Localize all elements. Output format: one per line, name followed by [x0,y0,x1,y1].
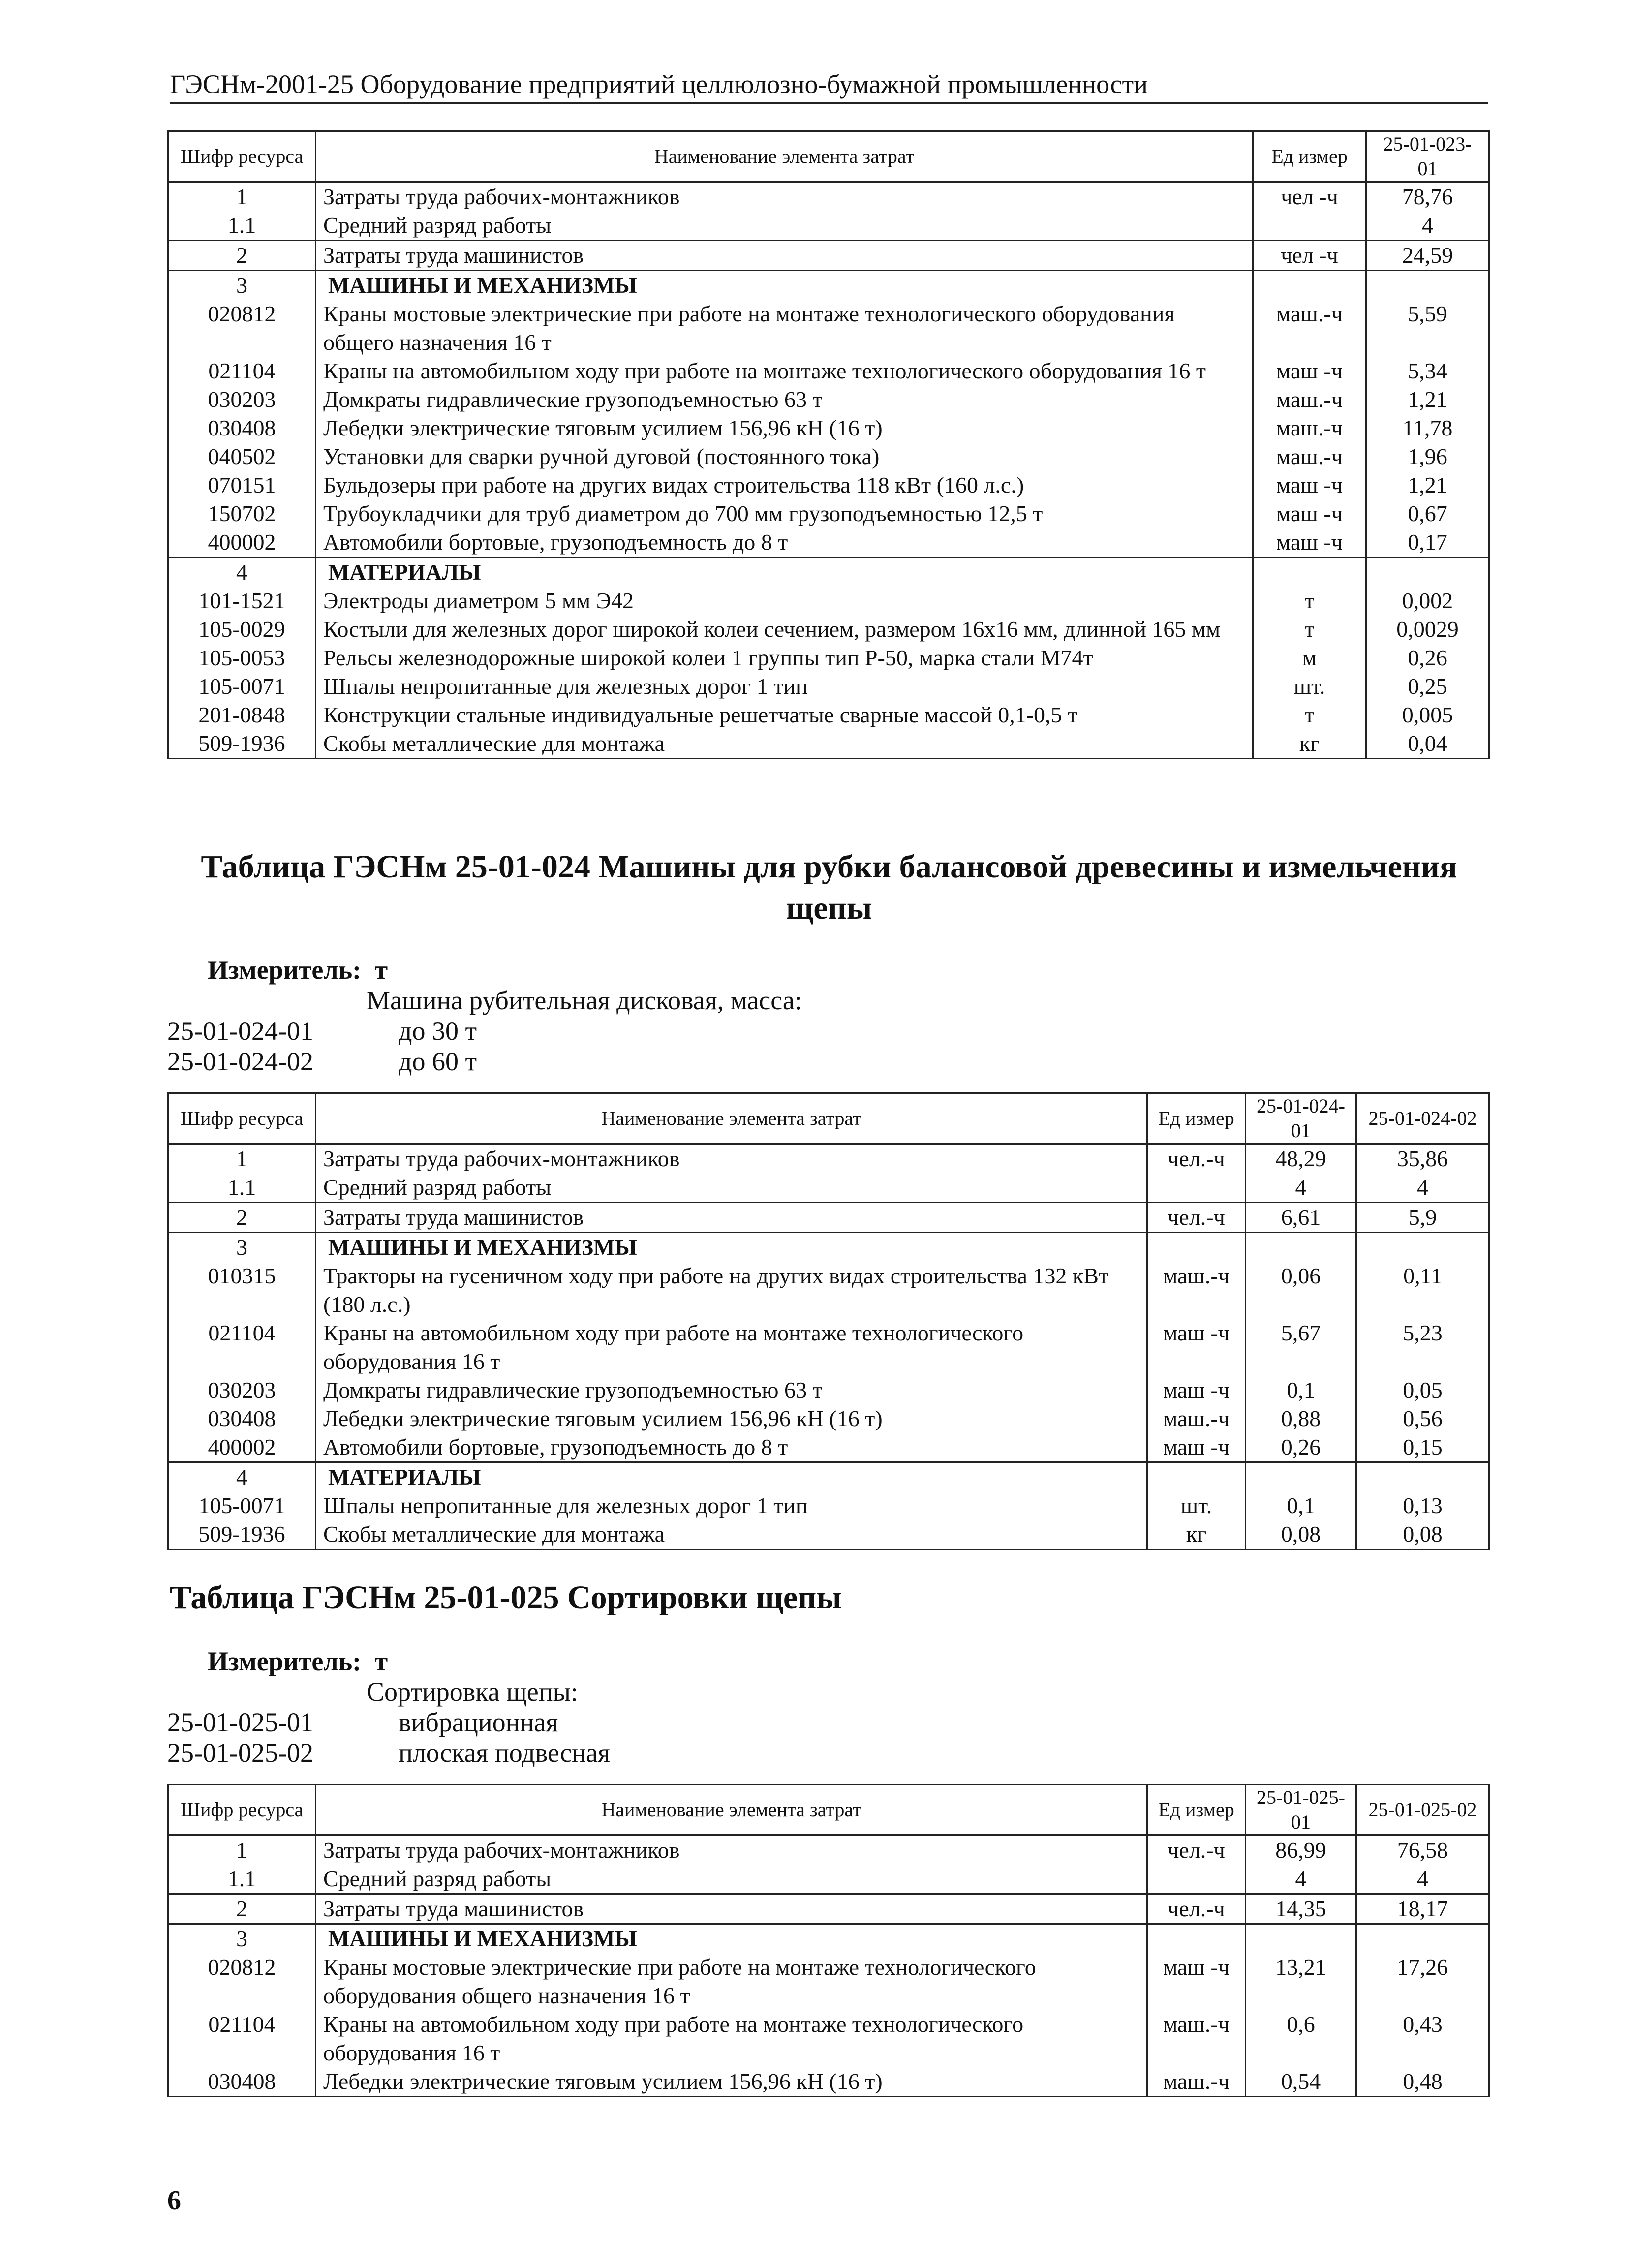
resource-value: 1,96 [1366,442,1489,471]
resource-name: Затраты труда машинистов [316,241,1253,271]
resource-code: 1 [168,1144,316,1174]
measure-subtitle-025: Сортировка щепы: [367,1677,578,1707]
resource-value: 0,67 [1366,499,1489,528]
table-row [168,528,1489,558]
resource-name: Автомобили бортовые, грузоподъемность до 8 т [316,528,1253,558]
resource-unit: чел -ч [1253,241,1366,271]
resource-code: 1.1 [168,1173,316,1203]
resource-value: 35,86 [1356,1144,1489,1174]
resource-table-025 [167,1784,1490,2097]
resource-value [1246,1924,1356,1954]
resource-value: 0,002 [1366,587,1489,615]
resource-unit: т [1253,587,1366,615]
resource-table-023 [167,130,1490,759]
resource-code: 2 [168,241,316,271]
resource-unit: маш.-ч [1147,1404,1246,1433]
resource-value [1356,1233,1489,1262]
resource-value [1366,271,1489,300]
resource-unit: чел.-ч [1147,1835,1246,1865]
resource-code: 509-1936 [168,1520,316,1550]
resource-name: Установки для сварки ручной дуговой (постоянного тока) [316,442,1253,471]
resource-value: 0,06 [1246,1262,1356,1319]
resource-unit: маш -ч [1253,499,1366,528]
header-name: Наименование элемента затрат [316,1785,1147,1835]
table-row [168,2010,1489,2067]
resource-unit [1147,1173,1246,1203]
resource-value: 0,43 [1356,2010,1489,2067]
table-row [168,1233,1489,1262]
resource-name: Затраты труда рабочих-монтажников [316,1835,1147,1865]
resource-unit: чел.-ч [1147,1203,1246,1233]
table-row [168,1262,1489,1319]
resource-name: Бульдозеры при работе на других видах строительства 118 кВт (160 л.с.) [316,471,1253,499]
table-row [168,300,1489,357]
resource-name: Затраты труда рабочих-монтажников [316,1144,1147,1174]
table-row [168,442,1489,471]
resource-code: 101-1521 [168,587,316,615]
measure-subtitle-024: Машина рубительная дисковая, масса: [367,986,802,1015]
table-row [168,499,1489,528]
table-header-row [168,1785,1489,1835]
resource-name: Краны мостовые электрические при работе на монтаже технологического оборудования общего назначения 16 т [316,1953,1147,2010]
table-row [168,471,1489,499]
table-row [168,1491,1489,1520]
table-row [168,1203,1489,1233]
resource-unit: маш -ч [1147,1319,1246,1376]
table-row [168,1433,1489,1462]
table-row [168,644,1489,672]
resource-value: 4 [1366,211,1489,241]
resource-unit: маш -ч [1147,1953,1246,2010]
resource-value: 78,76 [1366,182,1489,212]
table-row [168,615,1489,644]
resource-name: Электроды диаметром 5 мм Э42 [316,587,1253,615]
resource-code: 040502 [168,442,316,471]
resource-name: Лебедки электрические тяговым усилием 156,96 кН (16 т) [316,1404,1147,1433]
resource-code: 021104 [168,1319,316,1376]
resource-code: 105-0029 [168,615,316,644]
table-row [168,729,1489,759]
resource-value: 24,59 [1366,241,1489,271]
resource-name: Домкраты гидравлические грузоподъемностью 63 т [316,385,1253,414]
resource-code: 021104 [168,2010,316,2067]
resource-unit [1253,558,1366,587]
resource-value: 0,26 [1246,1433,1356,1462]
resource-value: 0,1 [1246,1491,1356,1520]
table-row [168,211,1489,241]
resource-value: 48,29 [1246,1144,1356,1174]
resource-value: 0,15 [1356,1433,1489,1462]
header-code: Шифр ресурса [168,1093,316,1144]
item-desc: вибрационная [399,1708,558,1737]
resource-name: Скобы металлические для монтажа [316,1520,1147,1550]
resource-value: 11,78 [1366,414,1489,442]
resource-value: 0,26 [1366,644,1489,672]
resource-unit: маш -ч [1147,1433,1246,1462]
resource-name: Лебедки электрические тяговым усилием 156,96 кН (16 т) [316,414,1253,442]
table-row [168,357,1489,385]
table-row [168,1894,1489,1924]
resource-name: Краны на автомобильном ходу при работе на монтаже технологического оборудования 16 т [316,2010,1147,2067]
item-code: 25-01-025-02 [167,1738,313,1768]
header-norm-code: 25-01-023-01 [1366,131,1489,182]
resource-unit: м [1253,644,1366,672]
resource-name: Затраты труда рабочих-монтажников [316,182,1253,212]
resource-value: 0,11 [1356,1262,1489,1319]
header-name: Наименование элемента затрат [316,131,1253,182]
table-row [168,1835,1489,1865]
resource-code: 3 [168,1924,316,1954]
resource-value: 0,005 [1366,701,1489,729]
resource-unit: кг [1253,729,1366,759]
resource-name: МАТЕРИАЛЫ [316,1462,1147,1492]
resource-unit: чел.-ч [1147,1144,1246,1174]
table-row [168,701,1489,729]
table-row [168,414,1489,442]
resource-value: 76,58 [1356,1835,1489,1865]
table-row [168,1520,1489,1550]
resource-code: 105-0071 [168,1491,316,1520]
resource-value: 4 [1246,1864,1356,1894]
resource-unit: чел.-ч [1147,1894,1246,1924]
table-header-row [168,131,1489,182]
resource-code: 509-1936 [168,729,316,759]
table-row [168,587,1489,615]
resource-unit [1253,211,1366,241]
resource-unit: маш -ч [1253,471,1366,499]
resource-value: 5,9 [1356,1203,1489,1233]
resource-value: 0,88 [1246,1404,1356,1433]
resource-name: Краны на автомобильном ходу при работе на монтаже технологического оборудования 16 т [316,1319,1147,1376]
header-norm-code: 25-01-024-02 [1356,1093,1489,1144]
item-desc: до 60 т [399,1047,477,1076]
resource-name: Средний разряд работы [316,211,1253,241]
measure-unit: т [374,955,388,985]
resource-name: Трубоукладчики для труб диаметром до 700 мм грузоподъемностью 12,5 т [316,499,1253,528]
resource-value: 1,21 [1366,471,1489,499]
resource-value: 0,13 [1356,1491,1489,1520]
resource-value: 4 [1356,1173,1489,1203]
resource-name: Скобы металлические для монтажа [316,729,1253,759]
resource-value [1246,1462,1356,1492]
resource-name: МАШИНЫ И МЕХАНИЗМЫ [316,1924,1147,1954]
resource-value: 0,25 [1366,672,1489,701]
resource-value: 0,48 [1356,2067,1489,2097]
resource-name: Шпалы непропитанные для железных дорог 1 тип [316,672,1253,701]
resource-value [1246,1233,1356,1262]
resource-value [1356,1924,1489,1954]
table-row [168,385,1489,414]
header-norm-code: 25-01-025-02 [1356,1785,1489,1835]
item-code: 25-01-025-01 [167,1708,313,1737]
table-row [168,558,1489,587]
measure-line-025 [208,1646,388,1677]
resource-value: 0,08 [1246,1520,1356,1550]
resource-code: 070151 [168,471,316,499]
table-row [168,1924,1489,1954]
resource-value: 5,67 [1246,1319,1356,1376]
resource-value: 17,26 [1356,1953,1489,2010]
resource-code: 1 [168,1835,316,1865]
resource-name: Шпалы непропитанные для железных дорог 1 тип [316,1491,1147,1520]
resource-code: 010315 [168,1262,316,1319]
resource-value: 0,54 [1246,2067,1356,2097]
resource-unit [1147,1462,1246,1492]
item-desc: до 30 т [399,1016,477,1046]
table-row [168,1376,1489,1404]
resource-code: 400002 [168,1433,316,1462]
table-row [168,271,1489,300]
resource-value: 0,17 [1366,528,1489,558]
page-number: 6 [167,2185,181,2216]
resource-code: 105-0071 [168,672,316,701]
resource-code: 2 [168,1894,316,1924]
resource-unit: маш.-ч [1253,300,1366,357]
resource-value: 86,99 [1246,1835,1356,1865]
table-title-025: Таблица ГЭСНм 25-01-025 Сортировки щепы [170,1580,842,1616]
resource-unit: маш.-ч [1147,1262,1246,1319]
resource-unit: т [1253,701,1366,729]
resource-code: 2 [168,1203,316,1233]
resource-code: 3 [168,271,316,300]
resource-unit: маш.-ч [1253,414,1366,442]
resource-name: Конструкции стальные индивидуальные решетчатые сварные массой 0,1-0,5 т [316,701,1253,729]
table-row [168,1953,1489,2010]
resource-unit [1253,271,1366,300]
resource-unit: маш.-ч [1147,2010,1246,2067]
resource-value: 4 [1356,1864,1489,1894]
header-code: Шифр ресурса [168,1785,316,1835]
table-title-024: Таблица ГЭСНм 25-01-024 Машины для рубки балансовой древесины и измельчения щепы [201,849,1457,926]
resource-code: 020812 [168,1953,316,2010]
table-row [168,1173,1489,1203]
resource-table-024 [167,1092,1490,1550]
resource-unit [1147,1924,1246,1954]
resource-name: Костыли для железных дорог широкой колеи сечением, размером 16х16 мм, длинной 165 мм [316,615,1253,644]
resource-name: МАШИНЫ И МЕХАНИЗМЫ [316,1233,1147,1262]
resource-unit: маш.-ч [1253,442,1366,471]
table-row [168,1144,1489,1174]
resource-code: 030408 [168,414,316,442]
resource-code: 400002 [168,528,316,558]
resource-name: Средний разряд работы [316,1864,1147,1894]
resource-code: 1.1 [168,211,316,241]
table-row [168,1462,1489,1492]
resource-name: Средний разряд работы [316,1173,1147,1203]
resource-unit: чел -ч [1253,182,1366,212]
table-row [168,241,1489,271]
resource-value [1356,1462,1489,1492]
resource-unit: маш.-ч [1147,2067,1246,2097]
resource-code: 030203 [168,1376,316,1404]
header-code: Шифр ресурса [168,131,316,182]
resource-value [1366,558,1489,587]
header-unit: Ед измер [1253,131,1366,182]
resource-name: МАТЕРИАЛЫ [316,558,1253,587]
resource-unit: маш -ч [1253,357,1366,385]
table-header-row [168,1093,1489,1144]
resource-value: 0,04 [1366,729,1489,759]
resource-code: 4 [168,558,316,587]
item-desc: плоская подвесная [399,1738,610,1768]
resource-unit: маш -ч [1253,528,1366,558]
resource-code: 020812 [168,300,316,357]
item-code: 25-01-024-02 [167,1047,313,1076]
resource-code: 105-0053 [168,644,316,672]
resource-code: 030203 [168,385,316,414]
resource-value: 18,17 [1356,1894,1489,1924]
resource-name: Рельсы железнодорожные широкой колеи 1 группы тип Р-50, марка стали М74т [316,644,1253,672]
resource-value: 0,56 [1356,1404,1489,1433]
resource-code: 4 [168,1462,316,1492]
resource-name: Тракторы на гусеничном ходу при работе на других видах строительства 132 кВт (180 л.с.) [316,1262,1147,1319]
resource-value: 5,34 [1366,357,1489,385]
running-header: ГЭСНм-2001-25 Оборудование предприятий целлюлозно-бумажной промышленности [170,69,1488,104]
header-name: Наименование элемента затрат [316,1093,1147,1144]
header-norm-code: 25-01-024-01 [1246,1093,1356,1144]
resource-code: 201-0848 [168,701,316,729]
resource-name: Лебедки электрические тяговым усилием 156,96 кН (16 т) [316,2067,1147,2097]
resource-unit [1147,1864,1246,1894]
resource-code: 1 [168,182,316,212]
table-row [168,182,1489,212]
resource-value: 13,21 [1246,1953,1356,2010]
resource-code: 021104 [168,357,316,385]
resource-value: 5,59 [1366,300,1489,357]
resource-name: Домкраты гидравлические грузоподъемностью 63 т [316,1376,1147,1404]
resource-unit: маш.-ч [1253,385,1366,414]
table-row [168,1404,1489,1433]
resource-name: МАШИНЫ И МЕХАНИЗМЫ [316,271,1253,300]
measure-label: Измеритель: [208,955,362,985]
resource-code: 150702 [168,499,316,528]
table-row [168,1319,1489,1376]
measure-line-024 [208,955,388,985]
resource-code: 1.1 [168,1864,316,1894]
resource-name: Затраты труда машинистов [316,1894,1147,1924]
resource-code: 3 [168,1233,316,1262]
resource-code: 030408 [168,1404,316,1433]
resource-name: Краны на автомобильном ходу при работе на монтаже технологического оборудования 16 т [316,357,1253,385]
table-row [168,2067,1489,2097]
resource-value: 4 [1246,1173,1356,1203]
measure-label: Измеритель: [208,1647,362,1676]
table-row [168,1864,1489,1894]
resource-unit: шт. [1253,672,1366,701]
resource-value: 0,05 [1356,1376,1489,1404]
resource-name: Краны мостовые электрические при работе на монтаже технологического оборудования общего назначения 16 т [316,300,1253,357]
resource-value: 0,1 [1246,1376,1356,1404]
resource-value: 1,21 [1366,385,1489,414]
resource-unit: маш -ч [1147,1376,1246,1404]
resource-unit [1147,1233,1246,1262]
resource-value: 6,61 [1246,1203,1356,1233]
resource-value: 0,0029 [1366,615,1489,644]
resource-value: 0,08 [1356,1520,1489,1550]
resource-name: Затраты труда машинистов [316,1203,1147,1233]
resource-unit: шт. [1147,1491,1246,1520]
table-row [168,672,1489,701]
item-code: 25-01-024-01 [167,1016,313,1046]
header-norm-code: 25-01-025-01 [1246,1785,1356,1835]
resource-unit: т [1253,615,1366,644]
resource-name: Автомобили бортовые, грузоподъемность до 8 т [316,1433,1147,1462]
header-unit: Ед измер [1147,1785,1246,1835]
resource-value: 0,6 [1246,2010,1356,2067]
resource-code: 030408 [168,2067,316,2097]
header-unit: Ед измер [1147,1093,1246,1144]
resource-unit: кг [1147,1520,1246,1550]
resource-value: 5,23 [1356,1319,1489,1376]
resource-value: 14,35 [1246,1894,1356,1924]
measure-unit: т [374,1647,388,1676]
